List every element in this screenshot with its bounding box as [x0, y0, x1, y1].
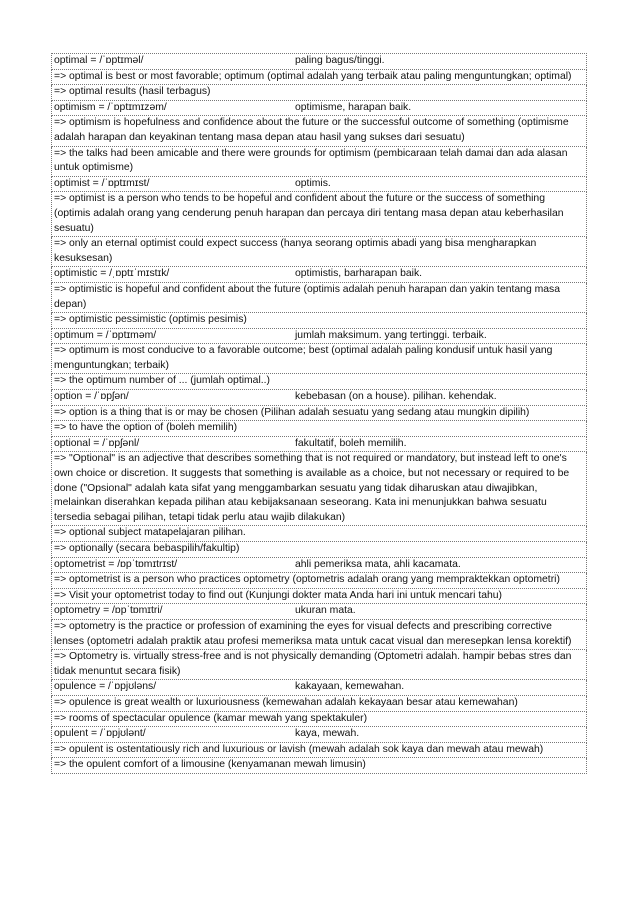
- entry-word: optometrist = /ɒpˈtɒmɪtrɪst/: [54, 558, 178, 570]
- entry-meaning: ahli pemeriksa mata, ahli kacamata.: [295, 558, 461, 570]
- entry-line: => opulent is ostentatiously rich and luxurious or lavish (mewah adalah sok kaya dan mewah atau mewah): [52, 742, 587, 758]
- entry-meaning: optimisme, harapan baik.: [295, 101, 412, 113]
- entry-meaning: kebebasan (on a house). pilihan. kehendak.: [295, 391, 497, 403]
- entry-line-row: [52, 85, 587, 101]
- entry-line-row: [52, 758, 587, 774]
- entry-word: optimist = /ˈɒptɪmɪst/: [54, 177, 150, 189]
- entry-line: => optionally (secara bebaspilih/fakultip): [52, 542, 587, 558]
- entry-line-row: [52, 711, 587, 727]
- entry-header-row: [52, 727, 587, 743]
- entry-line-row: [52, 146, 587, 176]
- entry-line: => optimistic pessimistic (optimis pesimis): [52, 313, 587, 329]
- entry-line-row: [52, 116, 587, 146]
- entry-line-row: [52, 421, 587, 437]
- entry-word: optimum = /ˈɒptɪməm/: [54, 329, 157, 341]
- entry-line: => the optimum number of ... (jumlah optimal..): [52, 374, 587, 390]
- entry-meaning: paling bagus/tinggi.: [295, 55, 385, 66]
- entry-line-row: [52, 344, 587, 374]
- entry-word: optimism = /ˈɒptɪmɪzəm/: [54, 101, 167, 113]
- entry-header-cell: [52, 557, 587, 573]
- entry-header-row: [52, 328, 587, 344]
- entry-meaning: optimistis, barharapan baik.: [295, 268, 423, 280]
- entry-line-row: [52, 573, 587, 589]
- entry-line-row: [52, 237, 587, 267]
- entry-line-row: [52, 282, 587, 312]
- entry-line-row: [52, 192, 587, 237]
- entry-line: => optimistic is hopeful and confident about the future (optimis adalah penuh harapan dan yakin tentang masa depan): [52, 282, 587, 312]
- vocabulary-page: [51, 53, 587, 774]
- entry-line-row: [52, 542, 587, 558]
- entry-word: opulence = /ˈɒpjʊləns/: [54, 681, 157, 693]
- entry-line: => to have the option of (boleh memilih): [52, 421, 587, 437]
- entry-line: => "Optional" is an adjective that describes something that is not required or mandatory, but instead left to one's own choice or discretion. It suggests that something is available as a choice, but not necessary or required to be done ("Opsional" adalah kata sifat yang menggambarkan sesuatu yang tidak diharuskan atau diwajibkan, melainkan diserahkan kepada pilihan atau kebijaksanaan seseorang. Kata ini menunjukkan bahwa sesuatu tersedia sebagai pilihan, tetapi tidak perlu atau wajib dilakukan): [52, 452, 587, 526]
- entry-line-row: [52, 526, 587, 542]
- entry-line: => Visit your optometrist today to find out (Kunjungi dokter mata Anda hari ini untuk mencari tahu): [52, 588, 587, 604]
- entry-line: => only an eternal optimist could expect success (hanya seorang optimis abadi yang bisa mengharapkan kesuksesan): [52, 237, 587, 267]
- entry-line: => optimal is best or most favorable; optimum (optimal adalah yang terbaik atau paling menguntungkan; optimal): [52, 69, 587, 85]
- entry-line: => opulence is great wealth or luxuriousness (kemewahan adalah kekayaan besar atau kemewahan): [52, 695, 587, 711]
- entry-header-row: [52, 100, 587, 116]
- entry-word: optimal = /ˈɒptɪməl/: [54, 55, 144, 66]
- entry-header-row: [52, 557, 587, 573]
- entry-meaning: ukuran mata.: [295, 605, 356, 617]
- entry-line: => rooms of spectacular opulence (kamar mewah yang spektakuler): [52, 711, 587, 727]
- entry-word: opulent = /ˈɒpjʊlənt/: [54, 728, 146, 740]
- entry-line-row: [52, 313, 587, 329]
- entry-line: => optimist is a person who tends to be hopeful and confident about the future or the success of something (optimis adalah orang yang cenderung penuh harapan dan percaya diri tentang masa depan atau keberhasilan sesuatu): [52, 192, 587, 237]
- entry-header-cell: [52, 390, 587, 406]
- entry-header-cell: [52, 727, 587, 743]
- entry-meaning: kaya, mewah.: [295, 728, 360, 740]
- entry-line: => Optometry is. virtually stress-free and is not physically demanding (Optometri adalah. hampir bebas stres dan tidak menuntut secara fisik): [52, 650, 587, 680]
- vocabulary-table-body: [52, 54, 587, 774]
- entry-header-row: [52, 176, 587, 192]
- entry-header-cell: [52, 267, 587, 283]
- entry-line-row: [52, 405, 587, 421]
- entry-word: optional = /ˈɒpʃənl/: [54, 437, 140, 449]
- entry-header-cell: [52, 176, 587, 192]
- entry-header-cell: [52, 54, 587, 70]
- entry-line-row: [52, 695, 587, 711]
- entry-line: => option is a thing that is or may be chosen (Pilihan adalah sesuatu yang sedang atau mungkin dipilih): [52, 405, 587, 421]
- entry-meaning: kakayaan, kemewahan.: [295, 681, 405, 693]
- entry-word: optimistic = /ˌɒptɪˈmɪstɪk/: [54, 268, 170, 280]
- entry-header-row: [52, 267, 587, 283]
- entry-header-cell: [52, 680, 587, 696]
- entry-header-cell: [52, 328, 587, 344]
- entry-line-row: [52, 742, 587, 758]
- entry-line: => optimum is most conducive to a favorable outcome; best (optimal adalah paling kondusif untuk hasil yang menguntungkan; terbaik): [52, 344, 587, 374]
- entry-header-row: [52, 390, 587, 406]
- entry-header-row: [52, 604, 587, 620]
- entry-line-row: [52, 588, 587, 604]
- entry-header-cell: [52, 100, 587, 116]
- entry-header-row: [52, 680, 587, 696]
- entry-line: => the talks had been amicable and there were grounds for optimism (pembicaraan telah damai dan ada alasan untuk optimisme): [52, 146, 587, 176]
- entry-meaning: fakultatif, boleh memilih.: [295, 437, 407, 449]
- entry-header-cell: [52, 436, 587, 452]
- entry-line: => optimal results (hasil terbagus): [52, 85, 587, 101]
- entry-line: => optimism is hopefulness and confidence about the future or the successful outcome of something (optimisme adalah harapan dan keyakinan tentang masa depan atau hasil yang sukses dari sesuatu): [52, 116, 587, 146]
- entry-meaning: jumlah maksimum. yang tertinggi. terbaik.: [295, 329, 487, 341]
- entry-line: => optometrist is a person who practices optometry (optometris adalah orang yang mempraktekkan optometri): [52, 573, 587, 589]
- entry-line: => optometry is the practice or profession of examining the eyes for visual defects and prescribing corrective lenses (optometri adalah praktik atau profesi memeriksa mata untuk cacat visual dan meresepkan lensa korektif): [52, 619, 587, 649]
- entry-line: => the opulent comfort of a limousine (kenyamanan mewah limusin): [52, 758, 587, 774]
- entry-line-row: [52, 374, 587, 390]
- entry-header-row: [52, 436, 587, 452]
- entry-header-cell: [52, 604, 587, 620]
- entry-line: => optional subject matapelajaran pilihan.: [52, 526, 587, 542]
- entry-line-row: [52, 619, 587, 649]
- entry-meaning: optimis.: [295, 177, 331, 189]
- entry-word: optometry = /ɒpˈtɒmɪtri/: [54, 605, 163, 617]
- entry-word: option = /ˈɒpʃən/: [54, 391, 129, 403]
- vocabulary-table: [51, 53, 587, 774]
- entry-line-row: [52, 650, 587, 680]
- entry-line-row: [52, 69, 587, 85]
- entry-line-row: [52, 452, 587, 526]
- entry-header-row: [52, 54, 587, 70]
